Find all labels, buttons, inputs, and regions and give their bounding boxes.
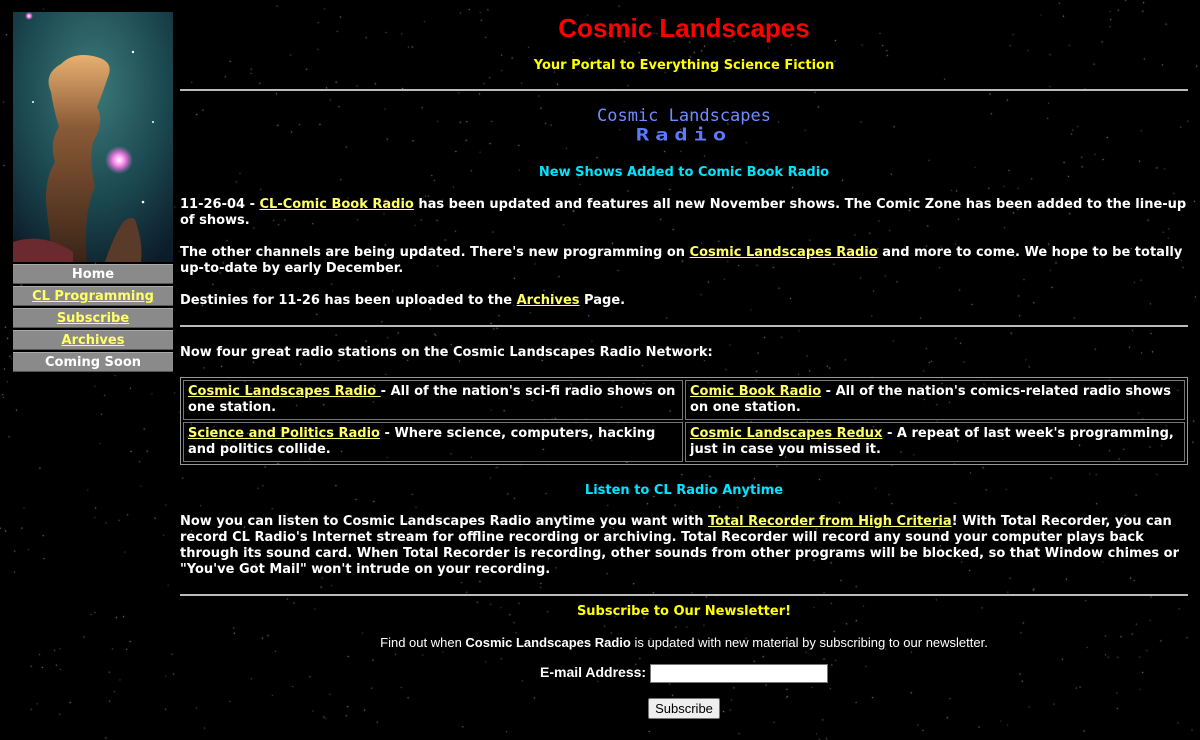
email-row: [180, 664, 1188, 683]
news-item-3-text-post: Page.: [579, 293, 626, 308]
station-desc: - A repeat of last week's programming, just in case you missed it.: [690, 426, 1174, 457]
station-desc: - All of the nation's sci-fi radio shows on one station.: [188, 384, 676, 415]
nav-archives[interactable]: [13, 330, 173, 350]
nav-subscribe-label[interactable]: Subscribe: [56, 311, 130, 326]
listen-text-post: ! With Total Recorder, you can record CL Radio's Internet stream for offline recording or archiving. Total Recorder will record any sound your computer plays back through its sound card. When Total Recorder is recording, other sounds from other programs will be blocked, so that Window chimes or "You've Got Mail" won't intrude on your recording.: [180, 514, 1180, 577]
news-item-1-text: has been updated and features all new November shows. The Comic Zone has been added to the line-up of shows.: [180, 197, 1187, 228]
nav-subscribe[interactable]: [13, 308, 173, 328]
newsletter-text-bold: Cosmic Landscapes Radio: [465, 635, 631, 650]
newsletter-description: [180, 635, 1188, 650]
table-row: [183, 380, 1185, 420]
nav-coming-soon-label: Coming Soon: [44, 355, 142, 370]
divider: [180, 594, 1188, 596]
station-cell: [183, 380, 683, 420]
news-item-2: [180, 245, 1188, 277]
newsletter-text-post: is updated with new material by subscribing to our newsletter.: [630, 635, 988, 650]
news-item-3: [180, 293, 1188, 309]
subscribe-row: [180, 698, 1188, 719]
nav-archives-label[interactable]: Archives: [61, 333, 125, 348]
station-desc: - Where science, computers, hacking and politics collide.: [188, 426, 656, 457]
listen-heading: Listen to CL Radio Anytime: [584, 483, 784, 498]
news-item-1-date: 11-26-04 -: [180, 197, 260, 212]
main-content: [180, 0, 1188, 719]
station-cell: [685, 422, 1185, 462]
sidebar: [13, 12, 173, 374]
newsletter-text-pre: Find out when: [380, 635, 466, 650]
comic-book-radio-link[interactable]: CL-Comic Book Radio: [259, 197, 414, 212]
news-item-3-text-pre: Destinies for 11-26 has been uploaded to the: [180, 293, 517, 308]
nav-home[interactable]: [13, 264, 173, 284]
stations-intro: Now four great radio stations on the Cosmic Landscapes Radio Network:: [180, 345, 713, 360]
newsletter-heading: Subscribe to Our Newsletter!: [576, 604, 792, 619]
sidebar-nav: [13, 264, 173, 372]
archives-link[interactable]: Archives: [516, 293, 580, 308]
cosmic-landscapes-radio-link[interactable]: Cosmic Landscapes Radio: [689, 245, 878, 260]
nav-cl-programming-label[interactable]: CL Programming: [32, 289, 154, 304]
stations-table: [180, 377, 1188, 465]
news-item-2-text-post: and more to come. We hope to be totally up-to-date by early December.: [180, 245, 1183, 276]
page-title: Cosmic Landscapes: [558, 13, 810, 43]
station-link-cosmic-landscapes-radio[interactable]: Cosmic Landscapes Radio: [188, 384, 381, 399]
table-row: [183, 422, 1185, 462]
divider: [180, 89, 1188, 91]
radio-logo-line1: Cosmic Landscapes: [597, 106, 771, 126]
nav-coming-soon: [13, 352, 173, 372]
station-link-redux[interactable]: Cosmic Landscapes Redux: [690, 426, 883, 441]
nav-home-label: Home: [71, 267, 115, 282]
listen-text-pre: Now you can listen to Cosmic Landscapes Radio anytime you want with: [180, 514, 709, 529]
news-item-1: [180, 197, 1188, 229]
station-link-science-politics-radio[interactable]: Science and Politics Radio: [188, 426, 380, 441]
news-heading: New Shows Added to Comic Book Radio: [538, 165, 830, 180]
pillars-of-creation-image: [13, 12, 173, 262]
nav-cl-programming[interactable]: [13, 286, 173, 306]
station-desc: - All of the nation's comics-related radio shows on one station.: [690, 384, 1171, 415]
station-link-comic-book-radio[interactable]: Comic Book Radio: [690, 384, 822, 399]
subscribe-button[interactable]: Subscribe: [648, 698, 720, 719]
news-item-2-text-pre: The other channels are being updated. There's new programming on: [180, 245, 690, 260]
total-recorder-link[interactable]: Total Recorder from High Criteria: [708, 514, 952, 529]
page-tagline: Your Portal to Everything Science Fiction: [533, 58, 835, 73]
radio-logo: [180, 107, 1188, 151]
divider: [180, 325, 1188, 327]
email-label: E-mail Address:: [540, 664, 647, 681]
station-cell: [183, 422, 683, 462]
radio-logo-line2: Radio: [635, 126, 733, 145]
email-input[interactable]: [650, 664, 828, 683]
station-cell: [685, 380, 1185, 420]
listen-paragraph: [180, 514, 1188, 578]
